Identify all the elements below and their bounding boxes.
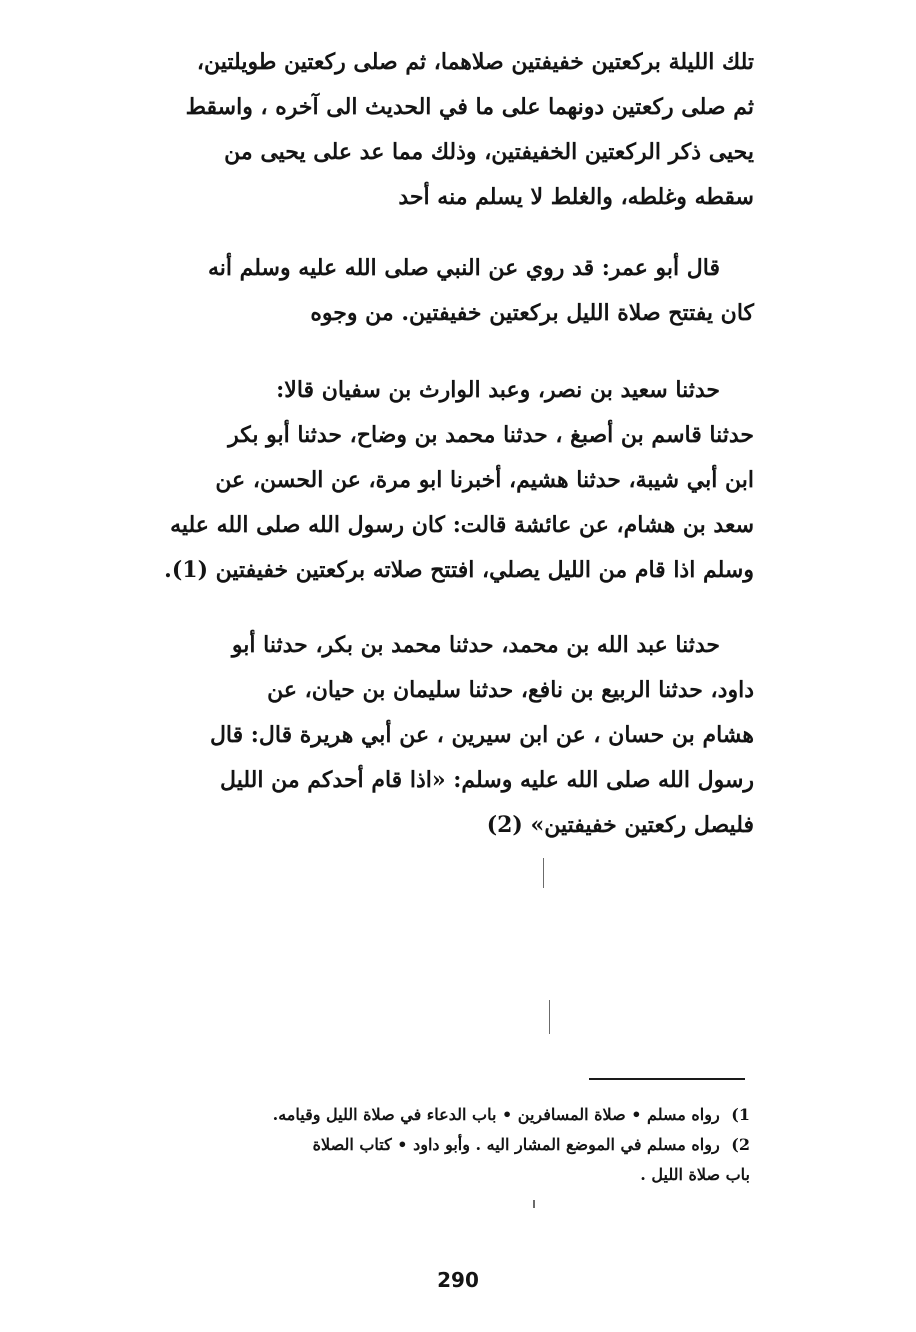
text-line: وسلم اذا قام من الليل يصلي، افتتح صلاته بركعتين خفيفتين (1).	[164, 557, 754, 583]
text-line: فليصل ركعتين خفيفتين» (2)	[486, 812, 754, 838]
text-line: داود، حدثنا الربيع بن نافع، حدثنا سليمان بن حيان، عن	[267, 677, 754, 703]
footnote-number: 1)	[731, 1105, 750, 1124]
text-line: حدثنا عبد الله بن محمد، حدثنا محمد بن بكر، حدثنا أبو	[231, 632, 720, 658]
footnote-separator	[589, 1078, 745, 1080]
scan-speck	[549, 1000, 550, 1034]
paragraph-3	[96, 368, 754, 593]
footnote-number: 2)	[731, 1135, 750, 1154]
text-line: حدثنا سعيد بن نصر، وعبد الوارث بن سفيان قالا:	[276, 377, 720, 403]
footnotes	[118, 1100, 750, 1190]
text-line: سقطه وغلطه، والغلط لا يسلم منه أحد	[398, 184, 754, 210]
text-line: سعد بن هشام، عن عائشة قالت: كان رسول الله صلى الله عليه	[170, 512, 754, 538]
footnote-text: رواه مسلم في الموضع المشار اليه . وأبو داود • كتاب الصلاة	[312, 1135, 720, 1154]
text-line: قال أبو عمر: قد روي عن النبي صلى الله عليه وسلم أنه	[207, 255, 720, 281]
scan-speck	[533, 1200, 535, 1208]
text-line: كان يفتتح صلاة الليل بركعتين خفيفتين. من وجوه	[310, 300, 754, 326]
text-line: ثم صلى ركعتين دونهما على ما في الحديث الى آخره ، واسقط	[185, 94, 754, 120]
footnote-text: رواه مسلم • صلاة المسافرين • باب الدعاء في صلاة الليل وقيامه.	[272, 1105, 720, 1124]
page-number: 290	[437, 1268, 479, 1292]
text-line: رسول الله صلى الله عليه وسلم: «اذا قام أحدكم من الليل	[220, 767, 754, 793]
text-line: يحيى ذكر الركعتين الخفيفتين، وذلك مما عد على يحيى من	[224, 139, 754, 165]
footnote-1	[118, 1100, 750, 1130]
paragraph-4	[96, 623, 754, 848]
scan-speck	[543, 858, 544, 888]
text-line: تلك الليلة بركعتين خفيفتين صلاهما، ثم صلى ركعتين طويلتين،	[196, 49, 754, 75]
text-line: ابن أبي شيبة، حدثنا هشيم، أخبرنا ابو مرة، عن الحسن، عن	[215, 467, 754, 493]
footnote-2	[118, 1130, 750, 1160]
footnote-2-continued: باب صلاة الليل .	[640, 1165, 750, 1184]
text-line: حدثنا قاسم بن أصبغ ، حدثنا محمد بن وضاح، حدثنا أبو بكر	[228, 422, 754, 448]
paragraph-2	[96, 246, 754, 336]
text-line: هشام بن حسان ، عن ابن سيرين ، عن أبي هريرة قال: قال	[209, 722, 754, 748]
paragraph-1	[96, 40, 754, 220]
